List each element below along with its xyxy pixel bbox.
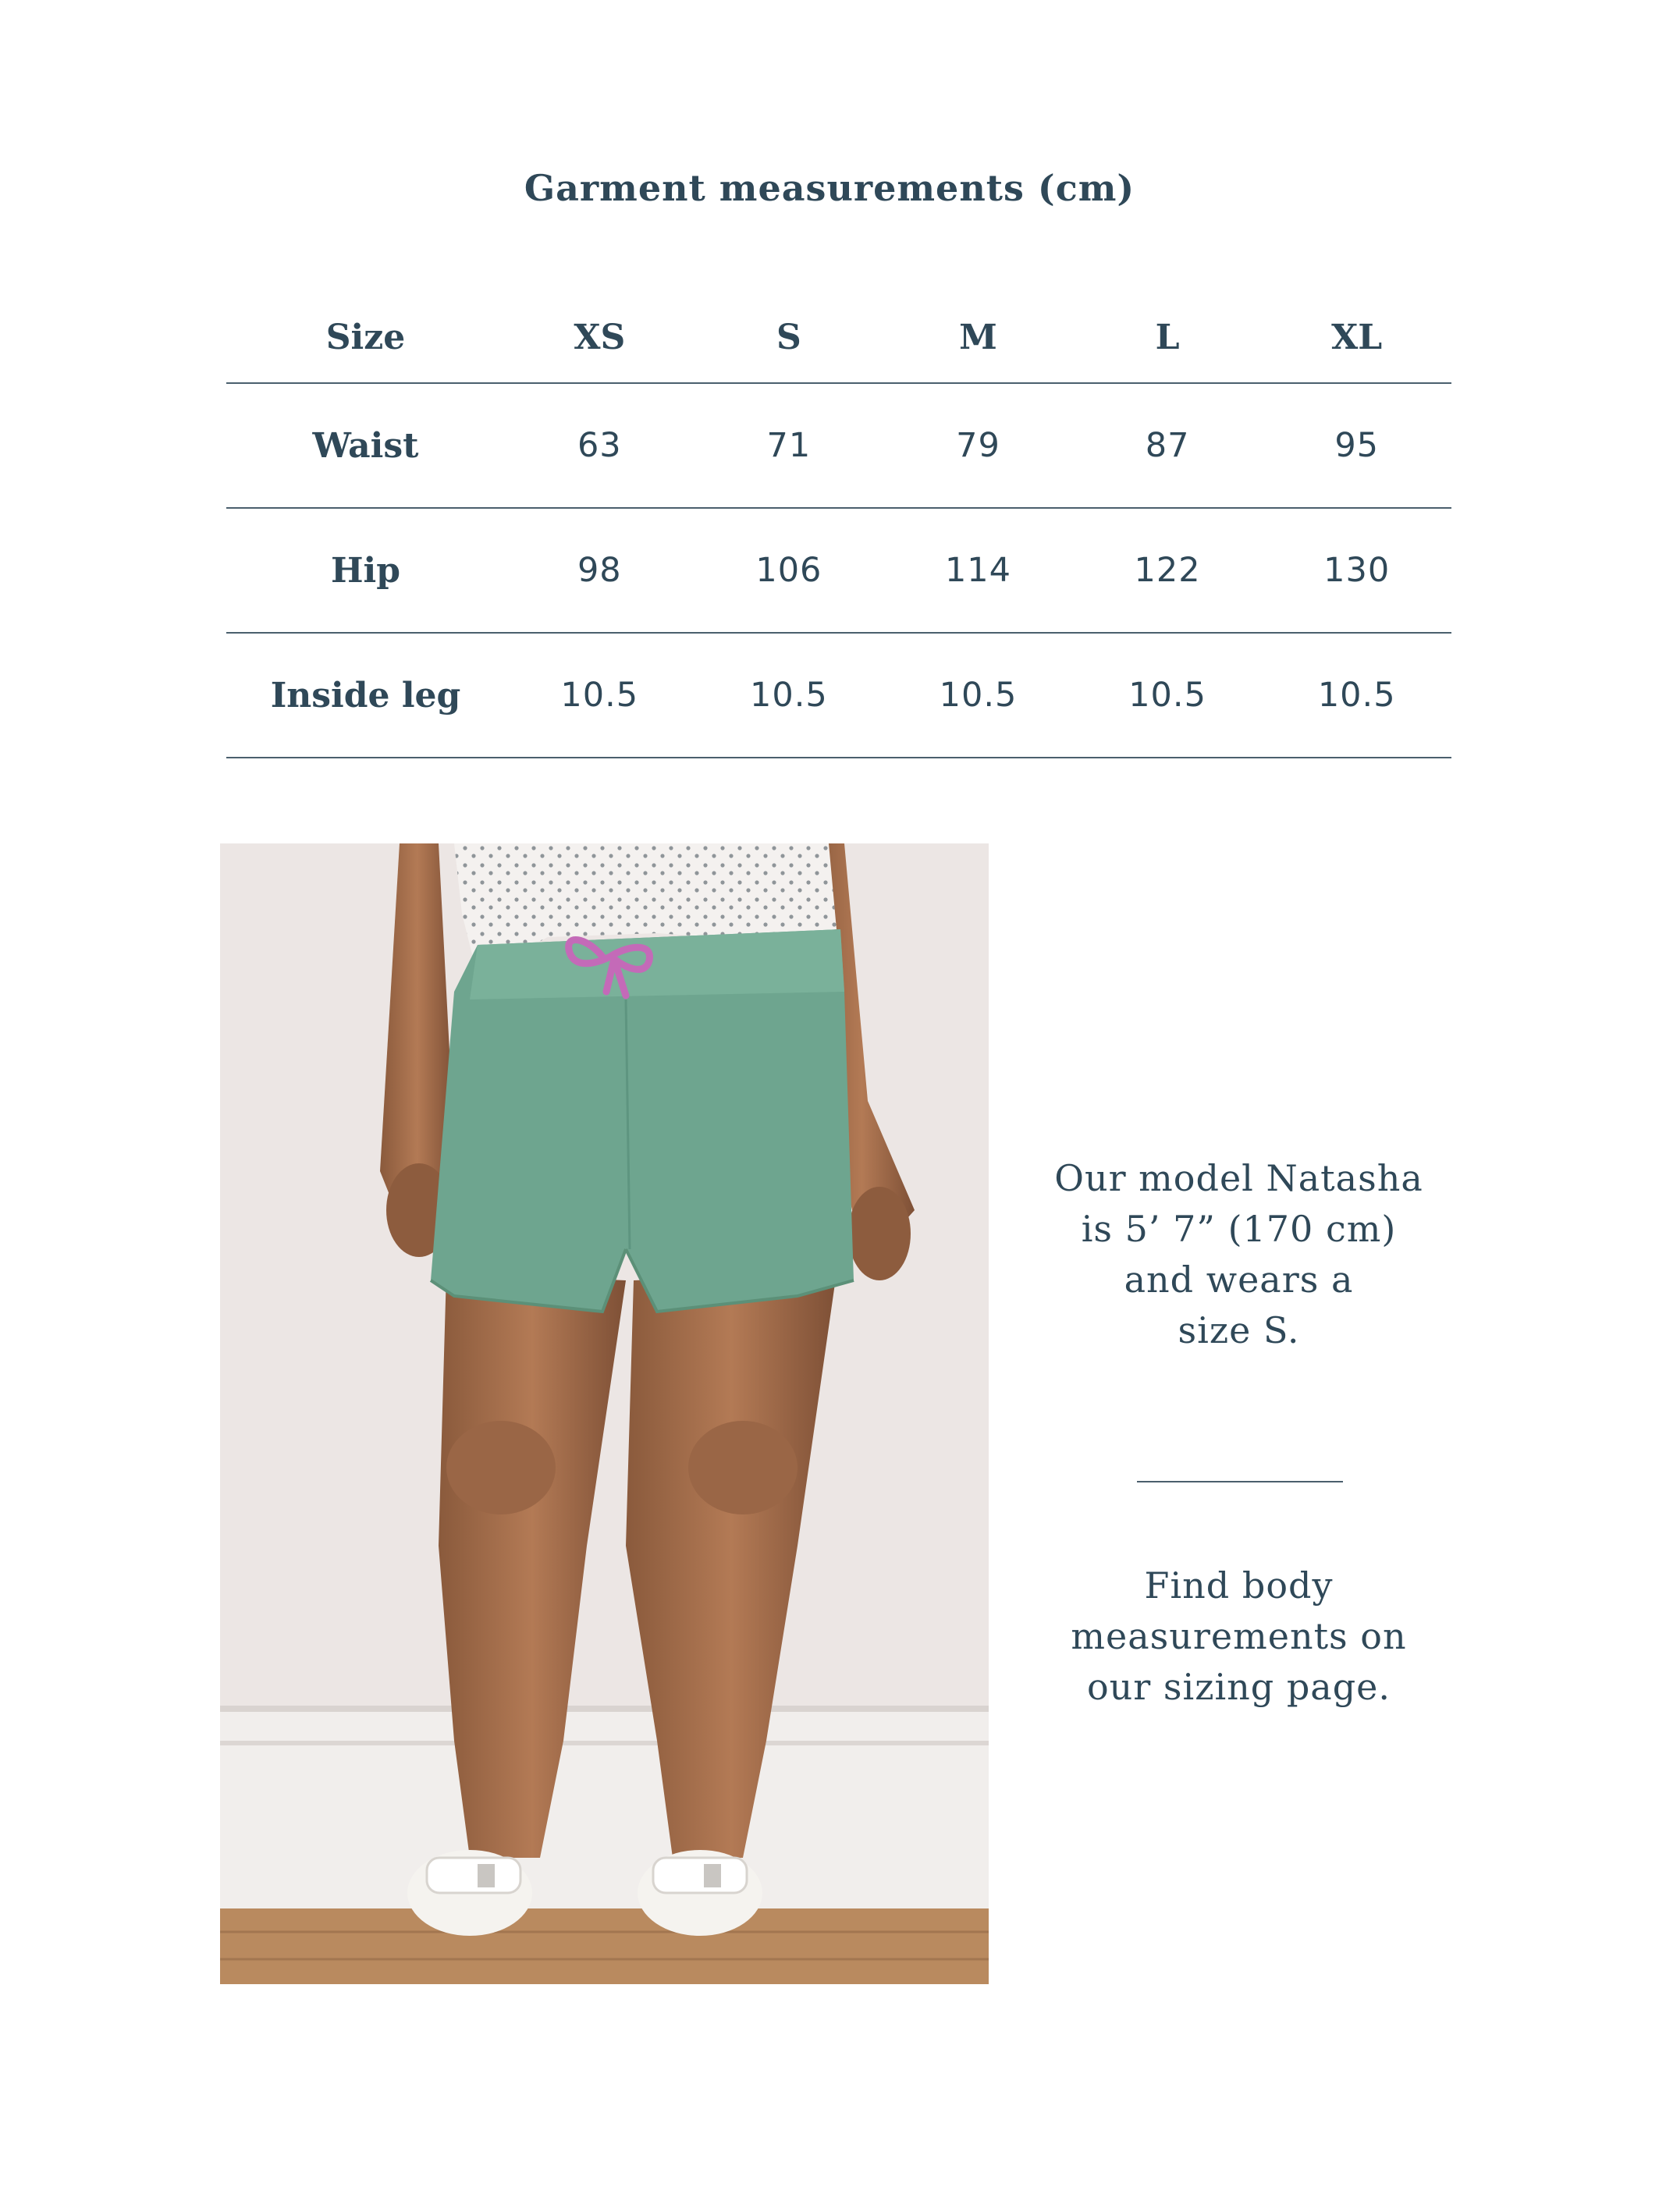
table-cell: 130 — [1262, 508, 1451, 633]
row-label: Inside leg — [226, 633, 505, 758]
sizing-page-note — [1014, 1560, 1463, 1713]
table-cell: 79 — [883, 383, 1073, 508]
table-cell: 10.5 — [695, 633, 884, 758]
table-cell: 10.5 — [1073, 633, 1263, 758]
table-row — [226, 508, 1451, 633]
table-cell: 122 — [1073, 508, 1263, 633]
table-cell: 98 — [505, 508, 695, 633]
table-header-cell: Size — [226, 292, 505, 383]
table-cell: 87 — [1073, 383, 1263, 508]
table-header-cell: M — [883, 292, 1073, 383]
floor — [220, 1908, 989, 1984]
sizing-note-line: our sizing page. — [1086, 1666, 1391, 1708]
table-header-cell: S — [695, 292, 884, 383]
skirting-board — [220, 1706, 989, 1908]
table-cell: 114 — [883, 508, 1073, 633]
model-photo — [220, 843, 989, 1984]
model-note — [1014, 1153, 1463, 1356]
table-cell: 10.5 — [505, 633, 695, 758]
table-cell: 10.5 — [883, 633, 1073, 758]
table-row — [226, 633, 1451, 758]
model-note-line: size S. — [1178, 1309, 1300, 1351]
table-row — [226, 383, 1451, 508]
divider — [1137, 1481, 1343, 1482]
table-cell: 71 — [695, 383, 884, 508]
model-note-line: and wears a — [1124, 1259, 1354, 1301]
page-title: Garment measurements (cm) — [524, 167, 1135, 209]
row-label: Waist — [226, 383, 505, 508]
table-cell: 95 — [1262, 383, 1451, 508]
sizing-note-line: Find body — [1144, 1564, 1334, 1607]
table-header-cell: L — [1073, 292, 1263, 383]
table-header-row — [226, 292, 1451, 383]
row-label: Hip — [226, 508, 505, 633]
size-table — [226, 292, 1451, 758]
table-cell: 10.5 — [1262, 633, 1451, 758]
table-header-cell: XL — [1262, 292, 1451, 383]
sizing-note-line: measurements on — [1071, 1615, 1407, 1657]
table-cell: 63 — [505, 383, 695, 508]
table-header-cell: XS — [505, 292, 695, 383]
model-note-line: Our model Natasha — [1054, 1157, 1423, 1199]
model-note-line: is 5’ 7” (170 cm) — [1081, 1208, 1397, 1250]
table-cell: 106 — [695, 508, 884, 633]
